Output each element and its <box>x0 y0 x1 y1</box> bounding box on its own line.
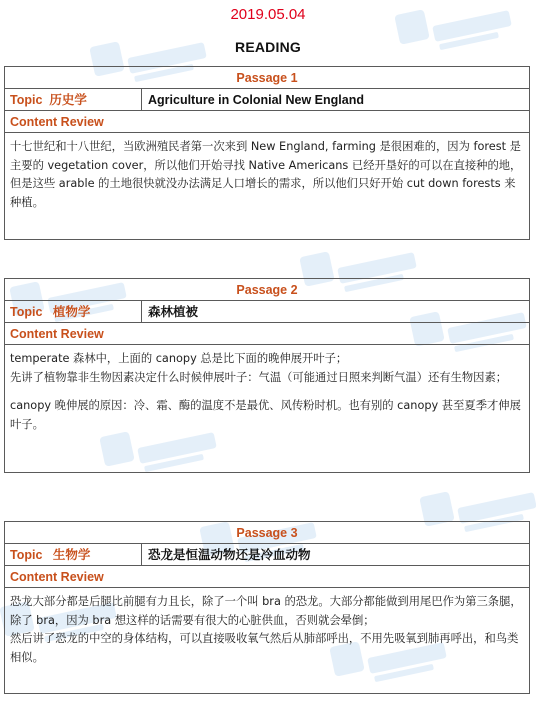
topic-value: Agriculture in Colonial New England <box>148 93 364 107</box>
content-paragraph: 十七世纪和十八世纪，当欧洲殖民者第一次来到 New England, farming 是很困难的，因为 forest 是主要的 vegetation cover，所以他们开始寻找 Native Americans 已经开垦好的可以在直接种的地，但是这些 arable 的土地很快就没办法满足人口增长的需求，所以他们只好开始 cut down forests 来种植。 <box>10 140 522 209</box>
passage-3-table <box>4 521 530 694</box>
topic-label: Topic 植物学 <box>5 301 142 322</box>
content-paragraph: temperate 森林中，上面的 canopy 总是比下面的晚伸展开叶子； <box>10 352 348 365</box>
passage-title: Passage 2 <box>5 279 529 301</box>
topic-row <box>5 301 529 323</box>
passage-2-table <box>4 278 530 473</box>
content-review-label: Content Review <box>5 111 529 133</box>
content-paragraph: canopy 晚伸展的原因：冷、霜、酶的温度不是最优、风传粉时机。也有别的 canopy 甚至夏季才伸展叶子。 <box>10 399 521 431</box>
document-date: 2019.05.04 <box>230 6 306 23</box>
topic-label: Topic 历史学 <box>5 89 142 110</box>
content-body <box>5 345 529 472</box>
passage-title: Passage 1 <box>5 67 529 89</box>
topic-row <box>5 544 529 566</box>
content-paragraph: 恐龙大部分都是后腿比前腿有力且长，除了一个叫 bra 的恐龙。大部分都能做到用尾巴作为第三条腿，除了 bra，因为 bra 想这样的话需要有很大的心脏供血，否则就会晕倒； <box>10 595 522 627</box>
topic-row <box>5 89 529 111</box>
content-review-label: Content Review <box>5 323 529 345</box>
topic-value: 森林植被 <box>148 305 199 319</box>
section-heading: READING <box>235 39 301 55</box>
passage-title: Passage 3 <box>5 522 529 544</box>
content-paragraph: 然后讲了恐龙的中空的身体结构，可以直接吸收氧气然后从肺部呼出，不用先吸氧到肺再呼出，和鸟类相似。 <box>10 632 519 664</box>
passage-1-table <box>4 66 530 240</box>
topic-value: 恐龙是恒温动物还是冷血动物 <box>148 548 311 562</box>
topic-label: Topic 生物学 <box>5 544 142 565</box>
content-body <box>5 588 529 693</box>
content-paragraph: 先讲了植物靠非生物因素决定什么时候伸展叶子：气温（可能通过日照来判断气温）还有生物因素； <box>10 370 508 384</box>
content-review-label: Content Review <box>5 566 529 588</box>
content-body <box>5 133 529 239</box>
